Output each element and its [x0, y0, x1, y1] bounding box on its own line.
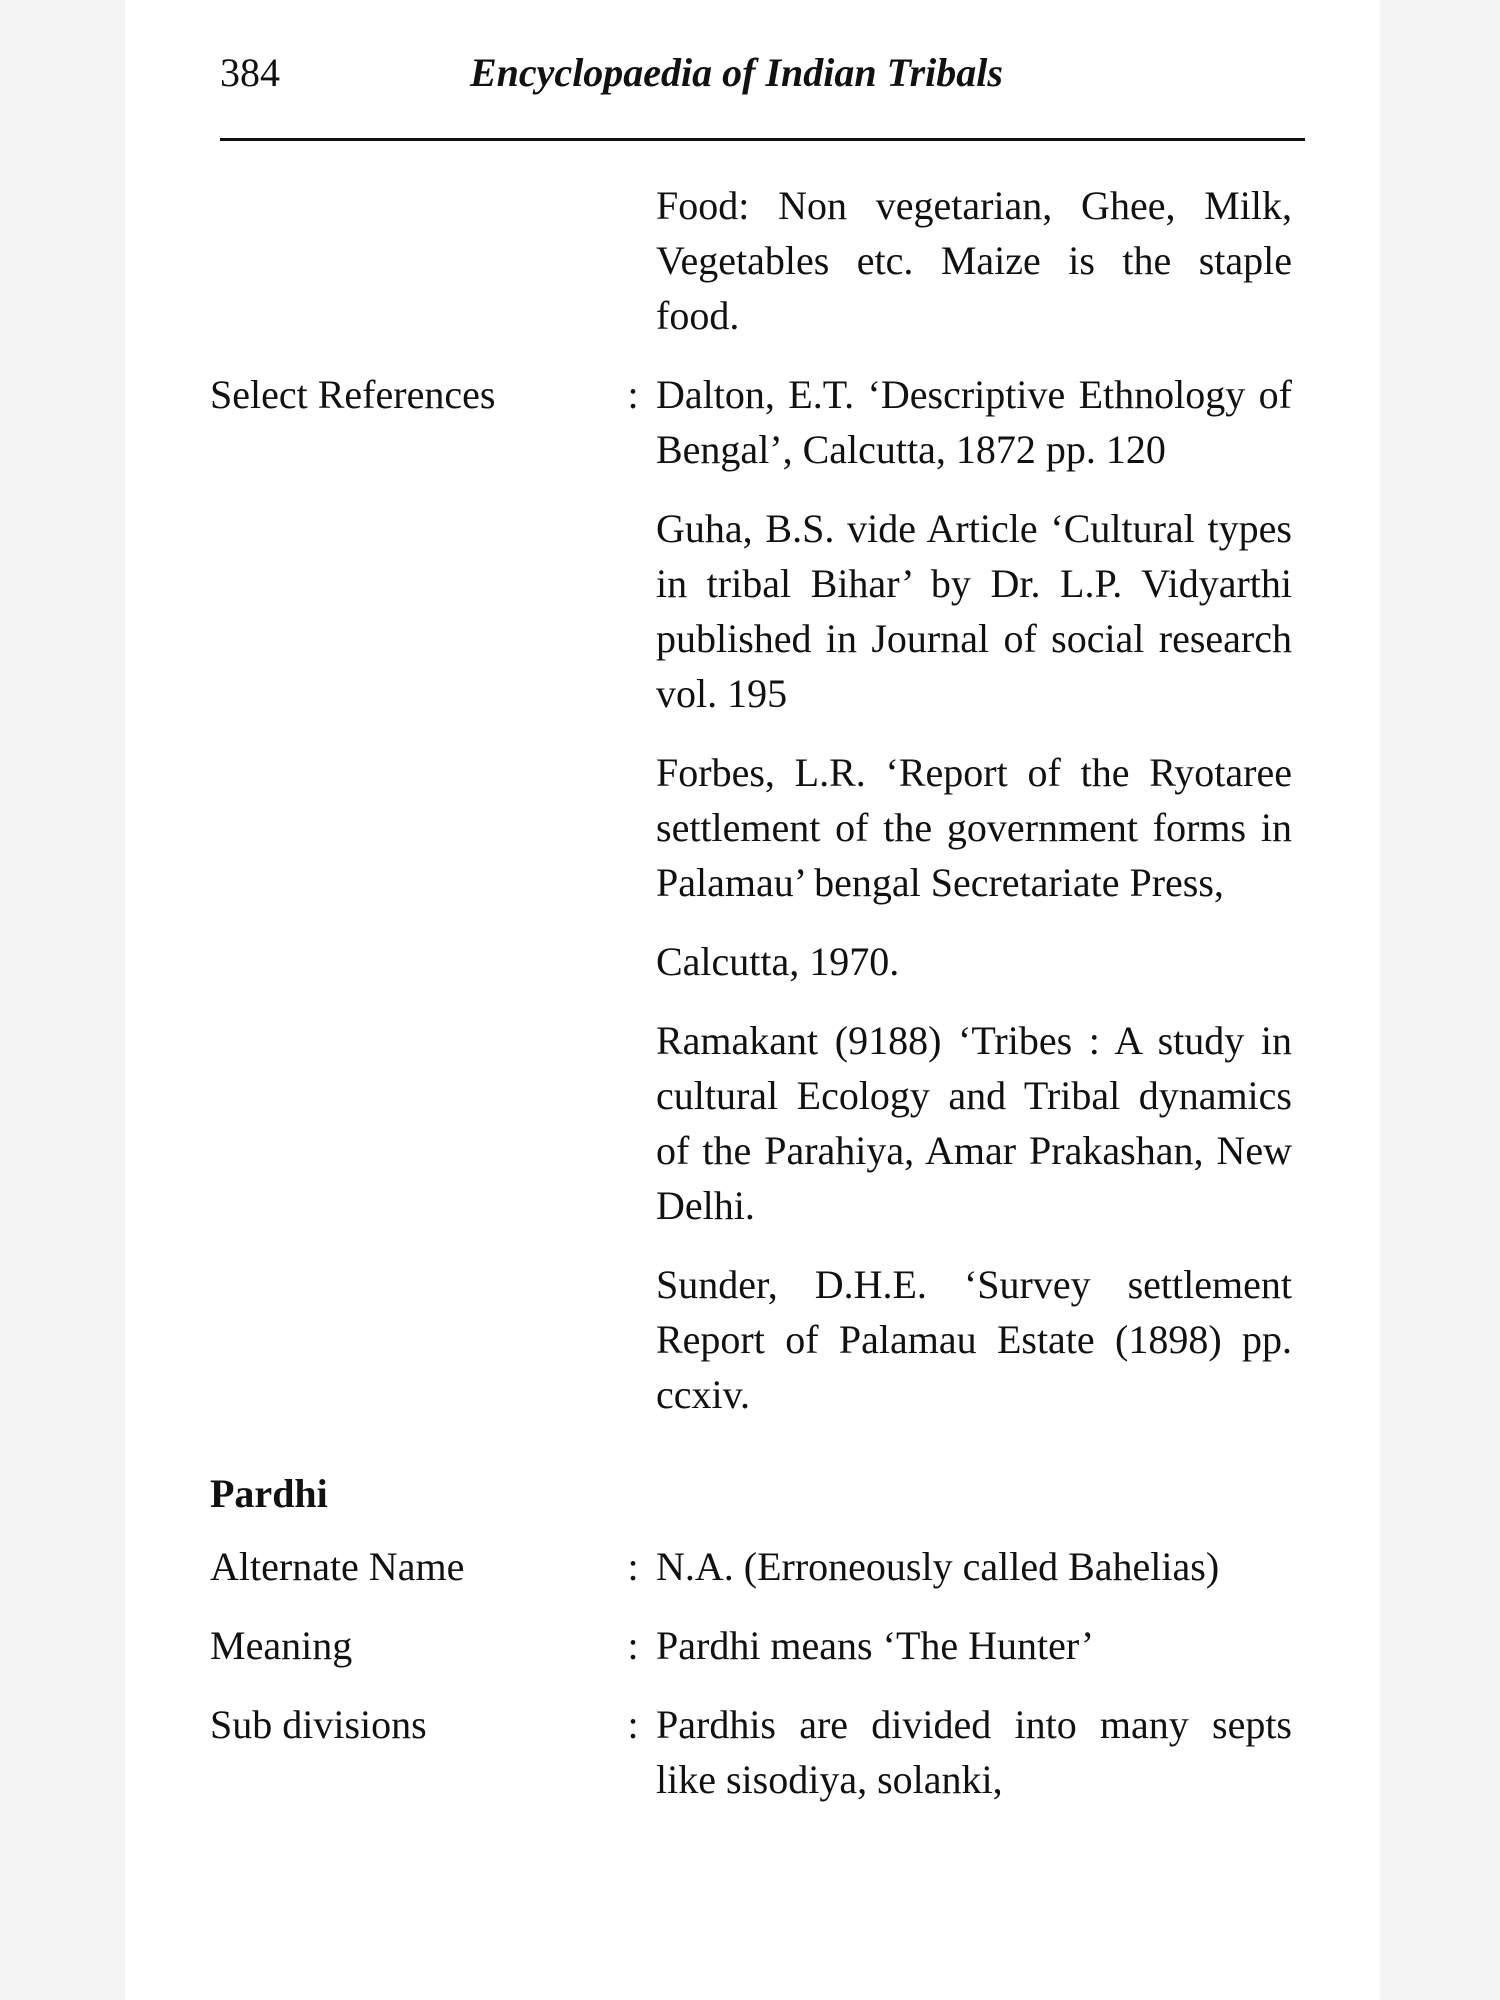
- page-header: [220, 48, 1305, 108]
- food-row: [210, 178, 1310, 343]
- sub-divisions-value: Pardhis are divided into many septs like sisodiya, solanki,: [656, 1702, 1292, 1802]
- alternate-name-colon: :: [627, 1544, 639, 1589]
- meaning-colon: :: [627, 1623, 639, 1668]
- running-title: Encyclopaedia of Indian Tribals: [470, 50, 1003, 95]
- reference-item: Dalton, E.T. ‘Descriptive Ethnology of Bengal’, Calcutta, 1872 pp. 120: [656, 372, 1292, 472]
- sub-divisions-label: Sub divisions: [210, 1702, 427, 1747]
- reference-item: Guha, B.S. vide Article ‘Cultural types in tribal Bihar’ by Dr. L.P. Vidyarthi published in Journal of social research vol. 195: [656, 506, 1292, 716]
- reference-item: Forbes, L.R. ‘Report of the Ryotaree settlement of the government forms in Palamau’ bengal Secretariate Press,: [656, 750, 1292, 905]
- meaning-value: Pardhi means ‘The Hunter’: [656, 1623, 1095, 1668]
- reference-item: Sunder, D.H.E. ‘Survey settlement Report of Palamau Estate (1898) pp. ccxiv.: [656, 1262, 1292, 1417]
- reference-item: Calcutta, 1970.: [656, 939, 900, 984]
- food-value: Food: Non vegetarian, Ghee, Milk, Vegetables etc. Maize is the staple food.: [656, 183, 1292, 338]
- page-content: [210, 178, 1310, 1831]
- alternate-name-row: [210, 1539, 1310, 1594]
- references-colon: :: [627, 372, 639, 417]
- meaning-label: Meaning: [210, 1623, 353, 1668]
- alternate-name-label: Alternate Name: [210, 1544, 465, 1589]
- alternate-name-value: N.A. (Erroneously called Bahelias): [656, 1544, 1220, 1589]
- meaning-row: [210, 1618, 1310, 1673]
- entry-title: Pardhi: [210, 1471, 328, 1516]
- sub-divisions-colon: :: [627, 1702, 639, 1747]
- header-rule: [220, 138, 1305, 141]
- references-row: [210, 367, 1310, 1422]
- sub-divisions-row: [210, 1697, 1310, 1807]
- reference-item: Ramakant (9188) ‘Tribes : A study in cultural Ecology and Tribal dynamics of the Parahiya, Amar Prakashan, New Delhi.: [656, 1018, 1292, 1228]
- references-label: Select References: [210, 372, 496, 417]
- page-number: 384: [220, 50, 280, 95]
- references-list: [656, 367, 1292, 1422]
